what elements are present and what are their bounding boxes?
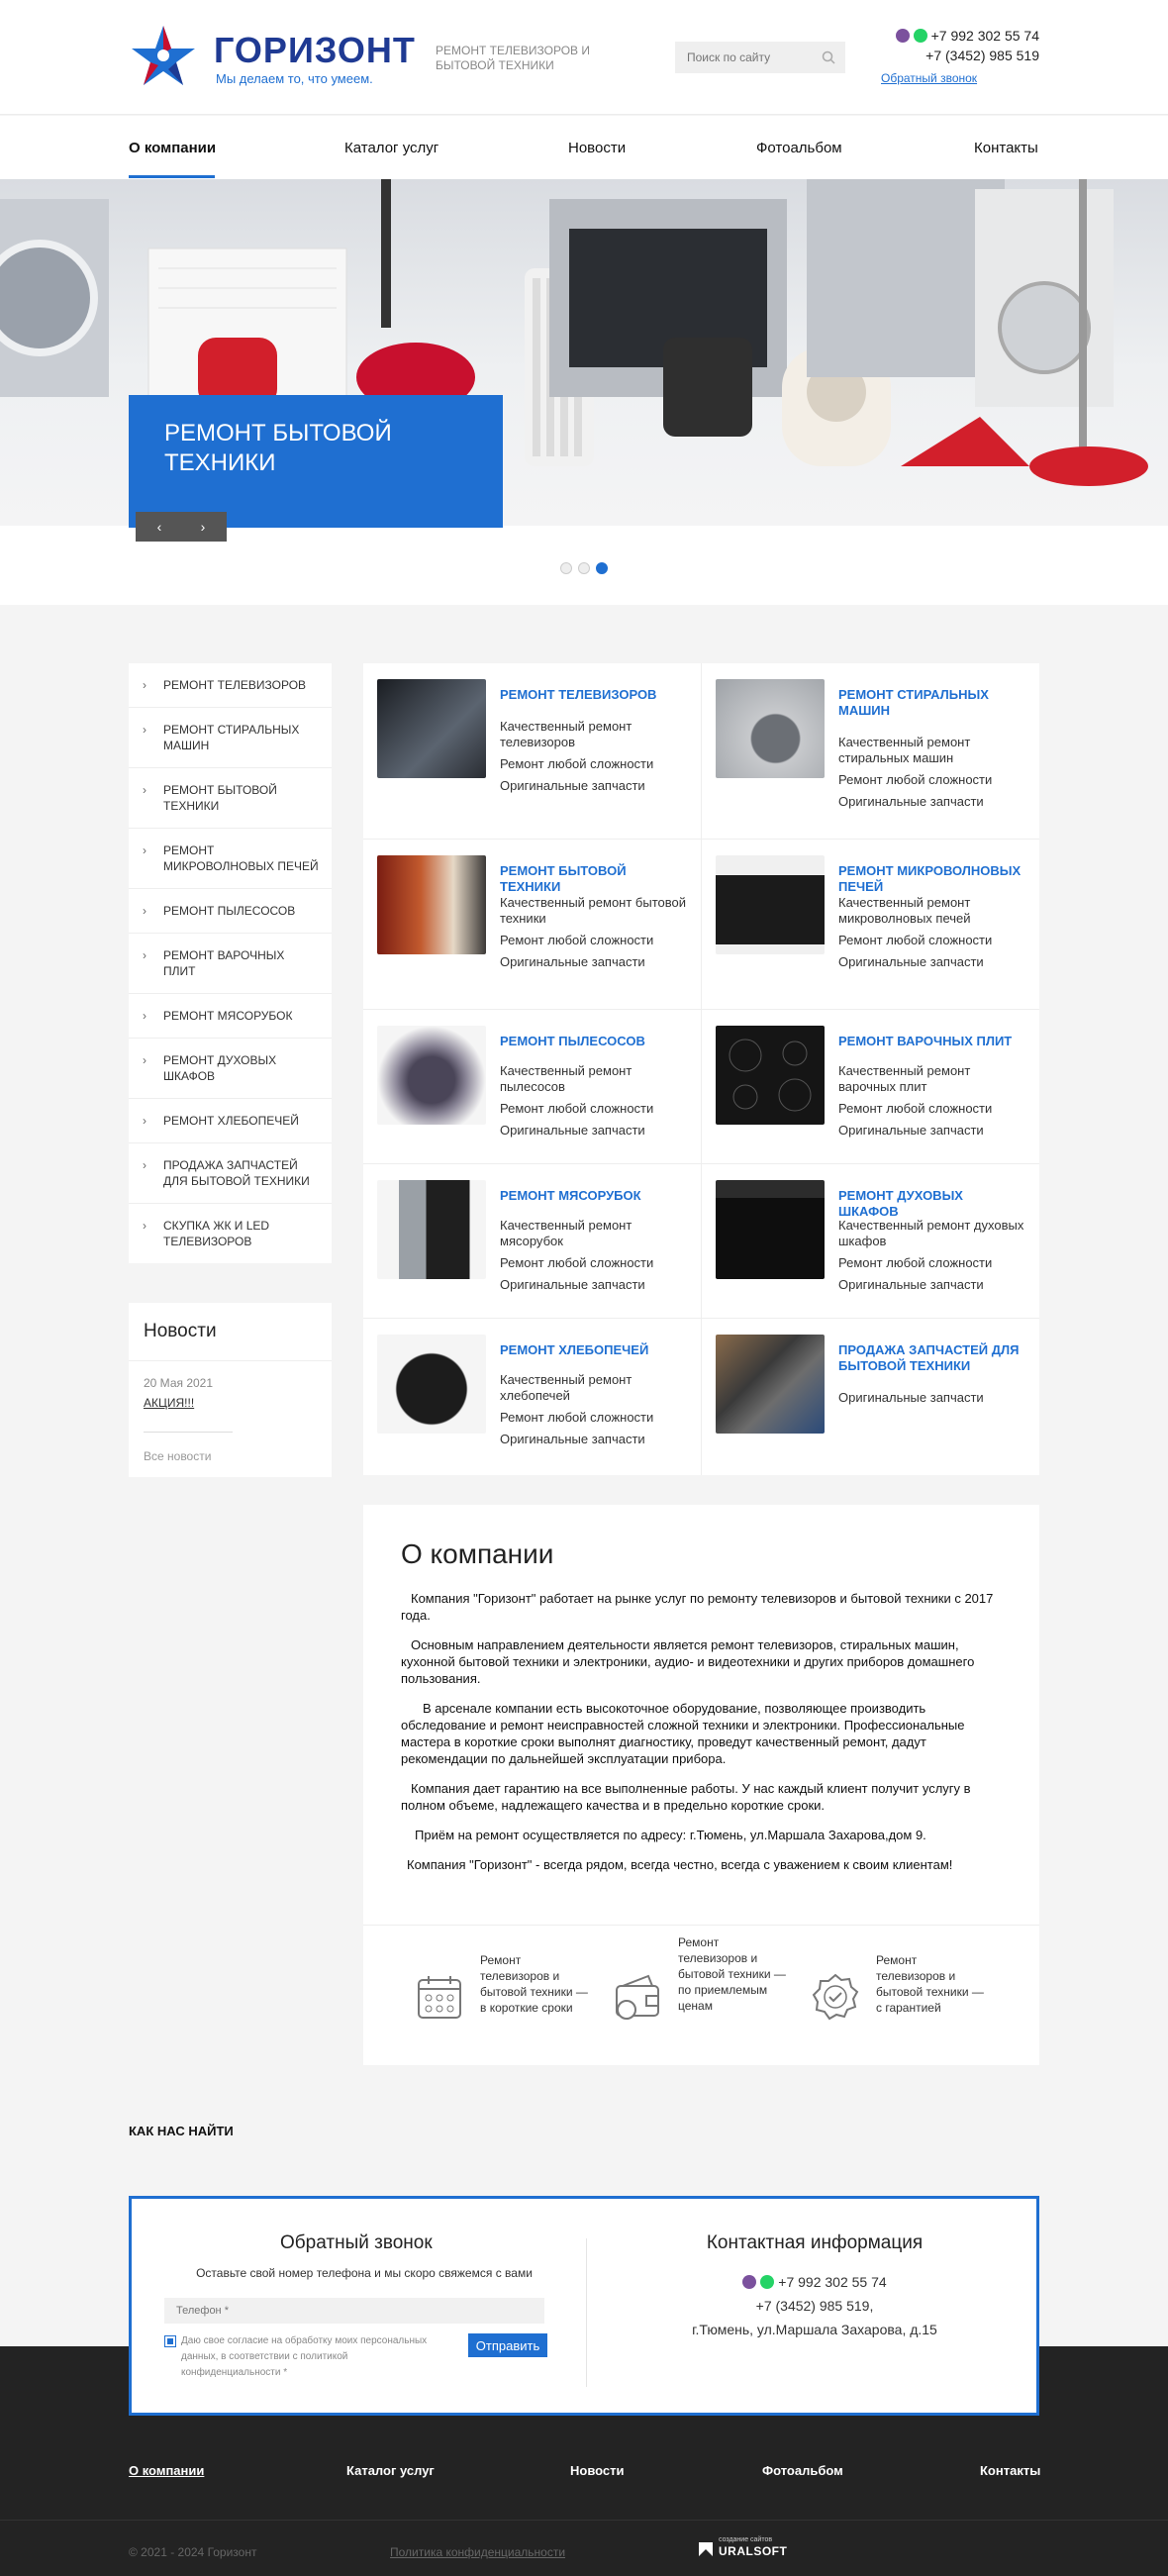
washing-machine-image bbox=[716, 679, 825, 778]
sidebar-item-label: РЕМОНТ МЯСОРУБОК bbox=[163, 1009, 293, 1023]
sidebar-item-label: РЕМОНТ ДУХОВЫХ ШКАФОВ bbox=[163, 1053, 277, 1083]
sidebar-item-label: РЕМОНТ ВАРОЧНЫХ ПЛИТ bbox=[163, 948, 285, 978]
developer-logo[interactable] bbox=[697, 2536, 796, 2562]
service-title[interactable]: РЕМОНТ ВАРОЧНЫХ ПЛИТ bbox=[838, 1034, 1013, 1048]
footer-nav-contacts[interactable]: Контакты bbox=[980, 2463, 1041, 2478]
footer-divider bbox=[0, 2520, 1168, 2521]
service-title[interactable]: ПРОДАЖА ЗАПЧАСТЕЙ ДЛЯ БЫТОВОЙ ТЕХНИКИ bbox=[838, 1342, 1020, 1373]
service-lines bbox=[500, 1218, 688, 1299]
about-paragraph: Компания дает гарантию на все выполненные работы. У нас каждый клиент получит услугу в полном объеме, надлежащего качества и в предельно короткие сроки. bbox=[401, 1781, 971, 1813]
footer-nav-about[interactable]: О компании bbox=[129, 2463, 205, 2478]
service-card-washing[interactable] bbox=[702, 663, 1039, 840]
services-grid bbox=[363, 663, 1039, 1475]
privacy-policy-link[interactable]: Политика конфиденциальности bbox=[390, 2545, 566, 2559]
divider bbox=[144, 1432, 233, 1433]
service-card-parts[interactable] bbox=[702, 1319, 1039, 1475]
hob-image bbox=[716, 1026, 825, 1125]
divider bbox=[129, 1360, 332, 1361]
sidebar-item-parts[interactable] bbox=[129, 1143, 332, 1204]
about-paragraph: Основным направлением деятельности является ремонт телевизоров, стиральных машин, кухонной бытовой техники и электроники, аудио- и видеотехники и других приборов домашнего пользования. bbox=[401, 1637, 975, 1686]
hero-caption bbox=[129, 395, 503, 528]
about-section bbox=[363, 1505, 1039, 2065]
service-line: Качественный ремонт хлебопечей bbox=[500, 1372, 633, 1403]
phone-field[interactable] bbox=[164, 2298, 544, 2324]
meat-grinder-image bbox=[377, 1180, 486, 1279]
phone-secondary[interactable]: +7 (3452) 985 519 bbox=[925, 48, 1039, 63]
service-title[interactable]: РЕМОНТ ТЕЛЕВИЗОРОВ bbox=[500, 687, 657, 702]
service-lines bbox=[838, 1218, 1026, 1299]
contacts-title: Контактная информация bbox=[706, 2232, 924, 2253]
hero-arrows bbox=[136, 512, 227, 542]
about-paragraph: Компания "Горизонт" - всегда рядом, всегда честно, всегда с уважением к своим клиентам! bbox=[407, 1857, 953, 1872]
feature-text: Ремонт телевизоров и бытовой техники — по приемлемым ценам bbox=[678, 1935, 786, 2013]
service-lines bbox=[838, 895, 1026, 976]
chevron-right-icon: › bbox=[143, 843, 146, 857]
service-lines bbox=[500, 719, 688, 800]
service-line: Качественный ремонт пылесосов bbox=[500, 1063, 633, 1094]
service-line: Оригинальные запчасти bbox=[500, 1432, 645, 1446]
header-phones bbox=[881, 26, 1039, 65]
contact-phone-primary[interactable] bbox=[607, 2270, 1022, 2294]
about-paragraph: Компания "Горизонт" работает на рынке услуг по ремонту телевизоров и бытовой техники с 2017 года. bbox=[401, 1591, 994, 1623]
service-line: Ремонт любой сложности bbox=[500, 1101, 654, 1116]
search-input[interactable] bbox=[675, 42, 814, 73]
service-line: Ремонт любой сложности bbox=[500, 1410, 654, 1425]
service-line: Оригинальные запчасти bbox=[838, 954, 984, 969]
callback-link[interactable]: Обратный звонок bbox=[881, 71, 978, 85]
feature-price bbox=[613, 1935, 801, 2041]
main-nav bbox=[0, 116, 1168, 179]
contact-box bbox=[129, 2196, 1039, 2416]
service-card-oven[interactable] bbox=[702, 1164, 1039, 1319]
service-line: Ремонт любой сложности bbox=[838, 1101, 993, 1116]
logo[interactable] bbox=[129, 22, 416, 91]
service-line: Оригинальные запчасти bbox=[838, 794, 984, 809]
service-lines bbox=[838, 735, 1026, 816]
service-title[interactable]: РЕМОНТ ДУХОВЫХ ШКАФОВ bbox=[838, 1188, 963, 1219]
find-us-heading: КАК НАС НАЙТИ bbox=[129, 2124, 234, 2138]
service-line: Качественный ремонт микроволновых печей bbox=[838, 895, 971, 926]
service-title[interactable]: РЕМОНТ БЫТОВОЙ ТЕХНИКИ bbox=[500, 863, 627, 894]
sidebar-item-breadmaker[interactable] bbox=[129, 1099, 332, 1143]
about-title: О компании bbox=[401, 1538, 554, 1569]
service-line: Качественный ремонт телевизоров bbox=[500, 719, 633, 749]
service-card-tv[interactable] bbox=[363, 663, 701, 840]
sidebar-item-oven[interactable] bbox=[129, 1039, 332, 1099]
sidebar-item-buyback[interactable] bbox=[129, 1204, 332, 1263]
service-line: Ремонт любой сложности bbox=[500, 933, 654, 947]
nav-item-contacts[interactable]: Контакты bbox=[974, 140, 1038, 156]
sidebar-item-label: РЕМОНТ ТЕЛЕВИЗОРОВ bbox=[163, 678, 307, 692]
service-lines bbox=[500, 895, 688, 976]
slider-dot-2[interactable] bbox=[578, 562, 590, 574]
hero-title: РЕМОНТ БЫТОВОЙ ТЕХНИКИ bbox=[164, 420, 392, 476]
service-card-appliances[interactable] bbox=[363, 840, 701, 1010]
contact-phone1-text: +7 992 302 55 74 bbox=[778, 2274, 887, 2290]
footer-nav-news[interactable]: Новости bbox=[570, 2463, 625, 2478]
developer-caption: создание сайтов bbox=[719, 2536, 773, 2543]
service-lines bbox=[500, 1372, 688, 1453]
viber-icon[interactable] bbox=[896, 29, 910, 43]
news-widget bbox=[129, 1303, 332, 1477]
spare-parts-image bbox=[716, 1335, 825, 1434]
developer-name: URALSOFT bbox=[719, 2544, 788, 2558]
sidebar-item-appliances[interactable] bbox=[129, 768, 332, 829]
callback-form-title: Обратный звонок bbox=[280, 2232, 433, 2253]
breadmaker-image bbox=[377, 1335, 486, 1434]
contact-address: г.Тюмень, ул.Маршала Захарова, д.15 bbox=[692, 2322, 937, 2337]
calendar-icon bbox=[415, 1972, 464, 2022]
nav-item-photo[interactable]: Фотоальбом bbox=[756, 140, 842, 156]
chevron-right-icon: › bbox=[143, 1053, 146, 1067]
wallet-icon bbox=[613, 1972, 662, 2022]
logo-name: ГОРИЗОНТ bbox=[214, 30, 416, 70]
service-card-microwave[interactable] bbox=[702, 840, 1039, 1010]
hero-slider bbox=[0, 179, 1168, 605]
search-box bbox=[675, 42, 845, 73]
service-lines bbox=[838, 1390, 1026, 1412]
vacuum-image bbox=[377, 1026, 486, 1125]
service-card-vacuum[interactable] bbox=[363, 1010, 701, 1164]
service-line: Ремонт любой сложности bbox=[838, 772, 993, 787]
sidebar-item-label: ПРОДАЖА ЗАПЧАСТЕЙ ДЛЯ БЫТОВОЙ ТЕХНИКИ bbox=[163, 1158, 310, 1188]
hob-burners-icon bbox=[716, 1026, 825, 1125]
service-line: Оригинальные запчасти bbox=[838, 1277, 984, 1292]
service-line: Качественный ремонт бытовой техники bbox=[500, 895, 686, 926]
news-date: 20 Мая 2021 bbox=[144, 1376, 214, 1390]
service-title[interactable]: РЕМОНТ ПЫЛЕСОСОВ bbox=[500, 1034, 645, 1048]
sidebar-item-washing[interactable] bbox=[129, 708, 332, 768]
feature-text: Ремонт телевизоров и бытовой техники — с гарантией bbox=[876, 1953, 984, 2015]
whatsapp-icon[interactable] bbox=[914, 29, 927, 43]
sidebar-item-grinder[interactable] bbox=[129, 994, 332, 1039]
service-card-grinder[interactable] bbox=[363, 1164, 701, 1319]
news-title: Новости bbox=[144, 1321, 217, 1341]
service-lines bbox=[500, 1063, 688, 1144]
service-line: Оригинальные запчасти bbox=[500, 1123, 645, 1138]
service-line: Ремонт любой сложности bbox=[500, 1255, 654, 1270]
uralsoft-logo-icon bbox=[697, 2540, 715, 2558]
divider bbox=[363, 1925, 1039, 1926]
phone-primary[interactable] bbox=[881, 26, 1039, 46]
slider-dot-1[interactable] bbox=[560, 562, 572, 574]
sidebar-item-microwave[interactable] bbox=[129, 829, 332, 889]
footer-nav-photo[interactable]: Фотоальбом bbox=[762, 2463, 843, 2478]
hero-next-button[interactable]: › bbox=[200, 519, 206, 535]
nav-item-about[interactable]: О компании bbox=[129, 140, 217, 156]
sidebar-item-label: РЕМОНТ ХЛЕБОПЕЧЕЙ bbox=[163, 1114, 299, 1128]
service-card-hob[interactable] bbox=[702, 1010, 1039, 1164]
service-line: Качественный ремонт мясорубок bbox=[500, 1218, 633, 1248]
sidebar-item-hob[interactable] bbox=[129, 934, 332, 994]
sidebar-menu bbox=[129, 663, 332, 1263]
sidebar-item-label: РЕМОНТ БЫТОВОЙ ТЕХНИКИ bbox=[163, 783, 277, 813]
sidebar-item-label: СКУПКА ЖК И LED ТЕЛЕВИЗОРОВ bbox=[163, 1219, 270, 1248]
about-paragraph: Приём на ремонт осуществляется по адресу: г.Тюмень, ул.Маршала Захарова,дом 9. bbox=[415, 1828, 926, 1842]
service-line: Ремонт любой сложности bbox=[500, 756, 654, 771]
appliances-image bbox=[377, 855, 486, 954]
chevron-right-icon: › bbox=[143, 1219, 146, 1233]
service-line: Оригинальные запчасти bbox=[838, 1390, 984, 1405]
oven-image bbox=[716, 1180, 825, 1279]
service-title[interactable]: РЕМОНТ ХЛЕБОПЕЧЕЙ bbox=[500, 1342, 649, 1357]
chevron-right-icon: › bbox=[143, 904, 146, 918]
phone1-text: +7 992 302 55 74 bbox=[930, 28, 1039, 44]
service-card-breadmaker[interactable] bbox=[363, 1319, 701, 1475]
guarantee-badge-icon bbox=[811, 1972, 860, 2022]
header-tagline: РЕМОНТ ТЕЛЕВИЗОРОВ И БЫТОВОЙ ТЕХНИКИ bbox=[436, 44, 590, 72]
footer-nav-catalog[interactable]: Каталог услуг bbox=[346, 2463, 435, 2478]
tv-image bbox=[377, 679, 486, 778]
chevron-right-icon: › bbox=[143, 678, 146, 692]
submit-button[interactable]: Отправить bbox=[468, 2333, 547, 2357]
viber-icon[interactable] bbox=[742, 2275, 756, 2289]
service-line: Оригинальные запчасти bbox=[500, 1277, 645, 1292]
contacts-details bbox=[607, 2270, 1022, 2341]
service-line: Качественный ремонт духовых шкафов bbox=[838, 1218, 1024, 1248]
sidebar-item-vacuum[interactable] bbox=[129, 889, 332, 934]
all-news-link[interactable]: Все новости bbox=[144, 1449, 212, 1463]
service-line: Оригинальные запчасти bbox=[500, 954, 645, 969]
service-line: Ремонт любой сложности bbox=[838, 1255, 993, 1270]
search-icon[interactable] bbox=[822, 50, 835, 64]
service-line: Качественный ремонт варочных плит bbox=[838, 1063, 971, 1094]
feature-guarantee bbox=[811, 1952, 999, 2041]
chevron-right-icon: › bbox=[143, 1009, 146, 1023]
service-line: Ремонт любой сложности bbox=[838, 933, 993, 947]
about-paragraph: В арсенале компании есть высокоточное оборудование, позволяющее производить обследование и ремонт неисправностей сложной техники и электроники. Профессиональные мастера в короткие сроки выполнят диагностику, проведут качественный ремонт, дадут рекомендации по дальнейшей эксплуатации прибора. bbox=[401, 1701, 965, 1766]
sidebar-item-label: РЕМОНТ МИКРОВОЛНОВЫХ ПЕЧЕЙ bbox=[163, 843, 319, 873]
about-text bbox=[401, 1590, 1005, 1886]
nav-item-catalog[interactable]: Каталог услуг bbox=[344, 140, 439, 156]
sidebar-item-label: РЕМОНТ СТИРАЛЬНЫХ МАШИН bbox=[163, 723, 300, 752]
nav-active-underline bbox=[129, 175, 215, 178]
feature-text: Ремонт телевизоров и бытовой техники — в короткие сроки bbox=[480, 1953, 588, 2015]
slider-dot-3[interactable] bbox=[596, 562, 608, 574]
logo-slogan: Мы делаем то, что умеем. bbox=[216, 71, 373, 86]
chevron-right-icon: › bbox=[143, 1158, 146, 1172]
divider bbox=[586, 2238, 587, 2387]
consent-text: Даю свое согласие на обработку моих персональных данных, в соответствии с политикой конфиденциальности * bbox=[181, 2335, 428, 2378]
service-line: Оригинальные запчасти bbox=[838, 1123, 984, 1138]
service-lines bbox=[838, 1063, 1026, 1144]
service-title[interactable]: РЕМОНТ МИКРОВОЛНОВЫХ ПЕЧЕЙ bbox=[838, 863, 1022, 894]
copyright: © 2021 - 2024 Горизонт bbox=[129, 2545, 257, 2559]
service-title[interactable]: РЕМОНТ СТИРАЛЬНЫХ МАШИН bbox=[838, 687, 989, 718]
chevron-right-icon: › bbox=[143, 723, 146, 737]
consent-checkbox[interactable] bbox=[164, 2335, 176, 2347]
chevron-right-icon: › bbox=[143, 1114, 146, 1128]
microwave-image bbox=[716, 855, 825, 954]
star-logo-icon bbox=[129, 22, 198, 91]
news-link[interactable]: АКЦИЯ!!! bbox=[144, 1396, 195, 1410]
service-line: Оригинальные запчасти bbox=[500, 778, 645, 793]
callback-form-subtitle: Оставьте свой номер телефона и мы скоро свяжемся с вами bbox=[196, 2266, 533, 2280]
chevron-right-icon: › bbox=[143, 783, 146, 797]
sidebar-item-label: РЕМОНТ ПЫЛЕСОСОВ bbox=[163, 904, 296, 918]
sidebar-item-tv[interactable] bbox=[129, 663, 332, 708]
whatsapp-icon[interactable] bbox=[760, 2275, 774, 2289]
site-header bbox=[0, 0, 1168, 115]
hero-prev-button[interactable]: ‹ bbox=[156, 519, 162, 535]
contact-phone-secondary[interactable]: +7 (3452) 985 519, bbox=[755, 2298, 874, 2314]
feature-fast bbox=[415, 1952, 603, 2041]
nav-item-news[interactable]: Новости bbox=[568, 140, 627, 156]
service-line: Качественный ремонт стиральных машин bbox=[838, 735, 971, 765]
service-title[interactable]: РЕМОНТ МЯСОРУБОК bbox=[500, 1188, 641, 1203]
chevron-right-icon: › bbox=[143, 948, 146, 962]
